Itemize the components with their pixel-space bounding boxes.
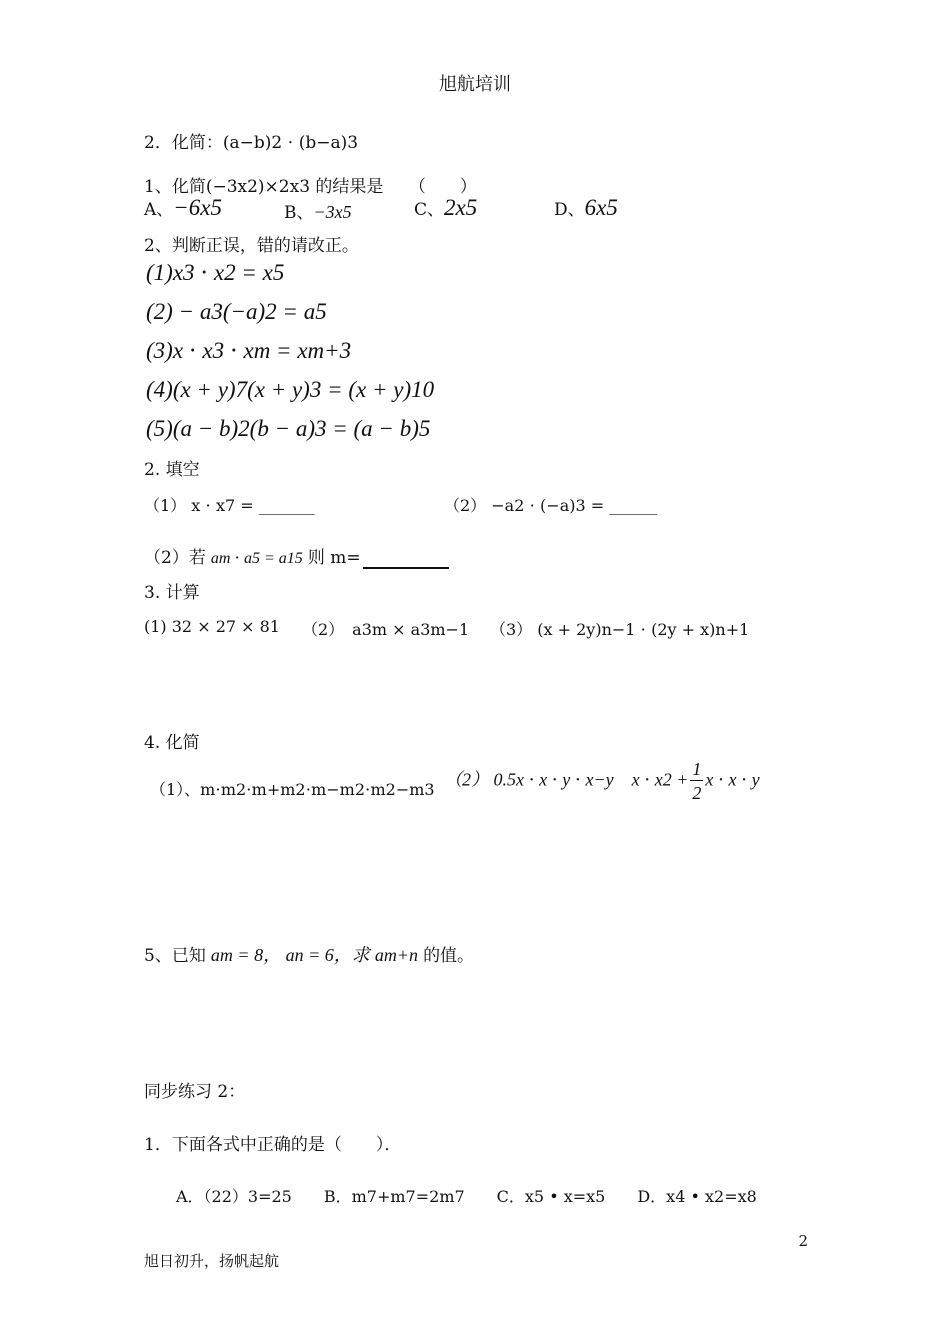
- given-prefix: 5、已知: [144, 946, 206, 966]
- footer-motto: 旭日初升，扬帆起航: [144, 1252, 280, 1270]
- fill-item-3-prefix: （2）若: [144, 548, 206, 568]
- simplify-item-2: [444, 760, 760, 802]
- choice-d-label: D、: [554, 200, 585, 220]
- calc-item-1: (1) 32 × 27 × 81: [144, 617, 280, 636]
- simplify-item-2-suffix: x ⋅ x ⋅ y: [705, 769, 760, 790]
- choice-b-value: −3x5: [313, 202, 352, 222]
- section-calc-heading: 3. 计算: [144, 583, 200, 603]
- practice-question-1: 1．下面各式中正确的是（ ）．: [144, 1135, 402, 1155]
- fraction-one-half: [690, 760, 703, 802]
- fraction-denominator: 2: [692, 783, 702, 803]
- choice-b-label: B、: [284, 203, 314, 223]
- fill-item-3: [144, 543, 449, 569]
- practice-question-1-options: A．（22）3=25 B．m7+m7=2m7 C．x5 • x=x5 D．x4 • x2=x8: [176, 1187, 757, 1206]
- choice-a: [144, 195, 222, 221]
- fill-item-3-math: am ⋅ a5 = a15: [210, 550, 303, 567]
- question-simplify-1: 1、化简(−3x2)×2x3 的结果是 （ ）: [144, 177, 477, 197]
- fill-item-3-blank: [363, 548, 449, 569]
- question-judge-heading: 2、判断正误，错的请改正。: [144, 236, 359, 256]
- page-number: 2: [798, 1232, 808, 1250]
- fill-item-3-suffix: 则 m=: [307, 548, 361, 568]
- given-math: am = 8， an = 6，求: [210, 945, 370, 965]
- calc-item-3: （3） (x + 2y)n−1 ⋅ (2y + x)n+1: [490, 620, 750, 639]
- choice-c-value: 2x5: [444, 195, 478, 220]
- fill-item-1: （1） x ⋅ x7 = _______: [144, 496, 315, 515]
- choice-a-value: −6x5: [173, 195, 223, 220]
- judge-item-3: (3)x ⋅ x3 ⋅ xm = xm+3: [146, 338, 352, 363]
- section-practice-heading: 同步练习 2：: [144, 1082, 246, 1102]
- simplify-item-1: （1）、m⋅m2⋅m+m2⋅m−m2⋅m2−m3: [150, 780, 435, 799]
- fraction-numerator: 1: [692, 759, 702, 779]
- question-given-values: [144, 941, 474, 967]
- choice-d-value: 6x5: [584, 195, 618, 220]
- section-fill-heading: 2. 填空: [144, 460, 200, 480]
- question-simplify-2: 2．化简：(a−b)2 ⋅ (b−a)3: [144, 133, 359, 153]
- judge-item-4: (4)(x + y)7(x + y)3 = (x + y)10: [146, 377, 435, 402]
- choice-a-label: A、: [144, 200, 174, 220]
- choice-c-label: C、: [414, 200, 445, 220]
- judge-item-1: (1)x3 ⋅ x2 = x5: [146, 260, 285, 285]
- fill-item-2: （2） −a2 ⋅ (−a)3 = ______: [444, 496, 658, 515]
- choice-c: [414, 195, 477, 221]
- given-target: am+n: [374, 945, 418, 965]
- judge-item-2: (2) − a3(−a)2 = a5: [146, 299, 327, 324]
- given-suffix: 的值。: [423, 946, 475, 966]
- section-simplify-heading: 4. 化简: [144, 733, 200, 753]
- simplify-item-2-prefix: （2） 0.5x ⋅ x ⋅ y ⋅ x−y x ⋅ x2 +: [444, 769, 689, 790]
- judge-item-5: (5)(a − b)2(b − a)3 = (a − b)5: [146, 416, 431, 441]
- choice-d: [554, 195, 618, 221]
- calc-item-2: （2） a3m × a3m−1: [302, 620, 470, 639]
- choice-b: [284, 198, 352, 223]
- page-header-title: 旭航培训: [439, 74, 511, 95]
